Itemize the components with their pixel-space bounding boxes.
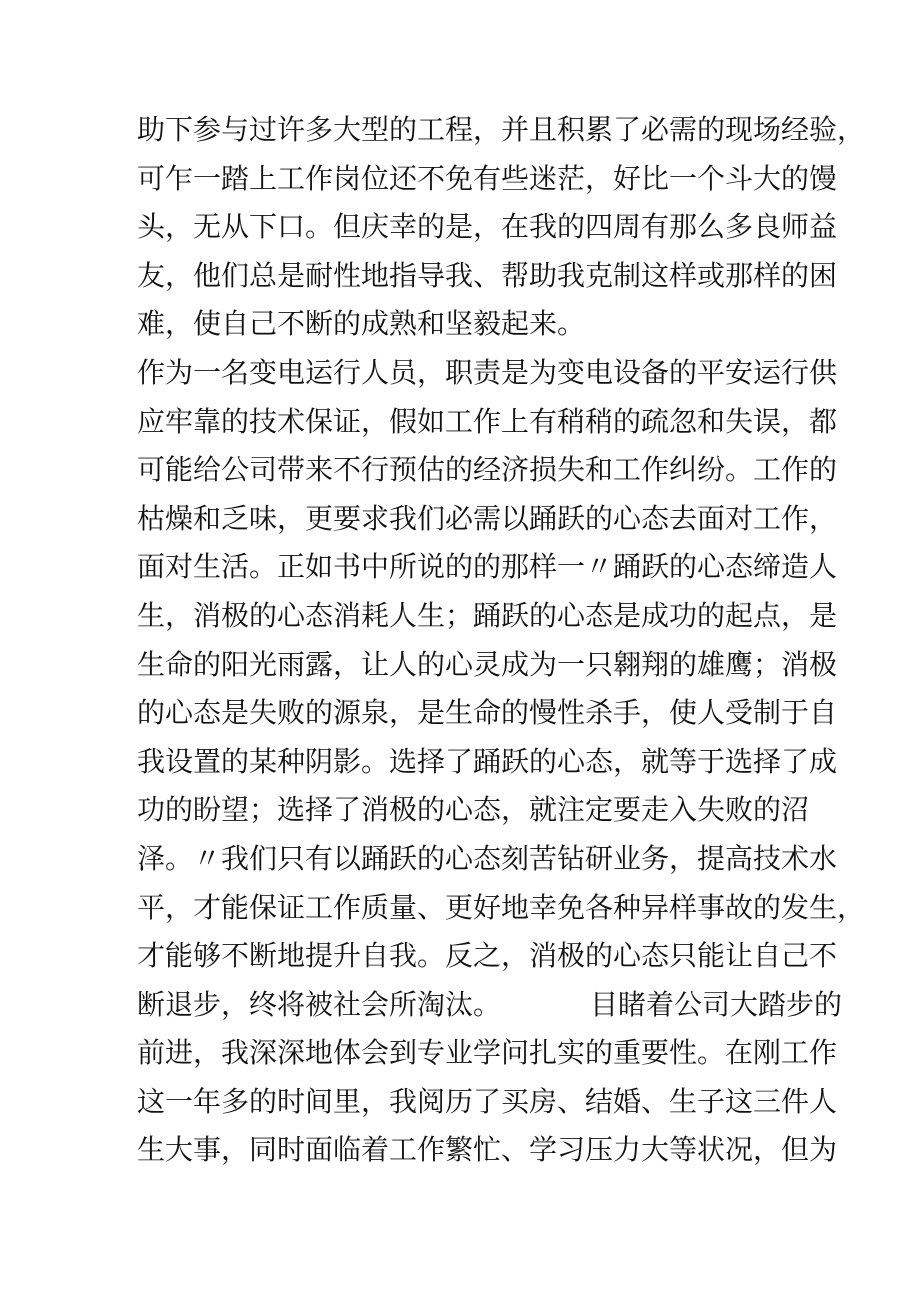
text-line: 前进，我深深地体会到专业学问扎实的重要性。在刚工作: [137, 1036, 838, 1070]
text-line: 难，使自己不断的成熟和坚毅起来。: [137, 307, 586, 341]
text-line: 泽。〃我们只有以踊跃的心态刻苦钻研业务，提高技术水: [137, 841, 838, 875]
text-line: 头，无从下口。但庆幸的是，在我的四周有那么多良师益: [137, 210, 838, 244]
text-line: 应牢靠的技术保证，假如工作上有稍稍的疏忽和失误，都: [137, 404, 838, 438]
text-line: 平，才能保证工作质量、更好地幸免各种异样事故的发生，: [137, 890, 866, 924]
text-line: 才能够不断地提升自我。反之，消极的心态只能让自己不: [137, 939, 838, 973]
text-line: 友，他们总是耐性地指导我、帮助我克制这样或那样的困: [137, 258, 838, 292]
text-line: 的心态是失败的源泉，是生命的慢性杀手，使人受制于自: [137, 696, 838, 730]
text-line: 作为一名变电运行人员，职责是为变电设备的平安运行供: [137, 355, 838, 389]
text-line: 功的盼望；选择了消极的心态，就注定要走入失败的沼: [137, 793, 810, 827]
body-text: [137, 106, 866, 1175]
text-line: 可乍一踏上工作岗位还不免有些迷茫，好比一个斗大的馒: [137, 161, 838, 195]
text-line: 助下参与过许多大型的工程，并且积累了必需的现场经验，: [137, 113, 866, 146]
text-line: 我设置的某种阴影。选择了踊跃的心态，就等于选择了成: [137, 744, 838, 778]
text-line: 可能给公司带来不行预估的经济损失和工作纠纷。工作的: [137, 453, 838, 487]
text-line: 这一年多的时间里，我阅历了买房、结婚、生子这三件人: [137, 1084, 838, 1118]
text-line: 生大事，同时面临着工作繁忙、学习压力大等状况，但为: [137, 1133, 838, 1167]
text-line: 断退步，终将被社会所淘汰。 目睹着公司大踏步的: [137, 987, 843, 1021]
text-line: 生命的阳光雨露，让人的心灵成为一只翱翔的雄鹰；消极: [137, 647, 838, 681]
text-line: 枯燥和乏味，更要求我们必需以踊跃的心态去面对工作，: [137, 501, 838, 535]
text-line: 生，消极的心态消耗人生；踊跃的心态是成功的起点，是: [137, 598, 838, 632]
text-line: 面对生活。正如书中所说的的那样一〃踊跃的心态缔造人: [137, 550, 838, 584]
